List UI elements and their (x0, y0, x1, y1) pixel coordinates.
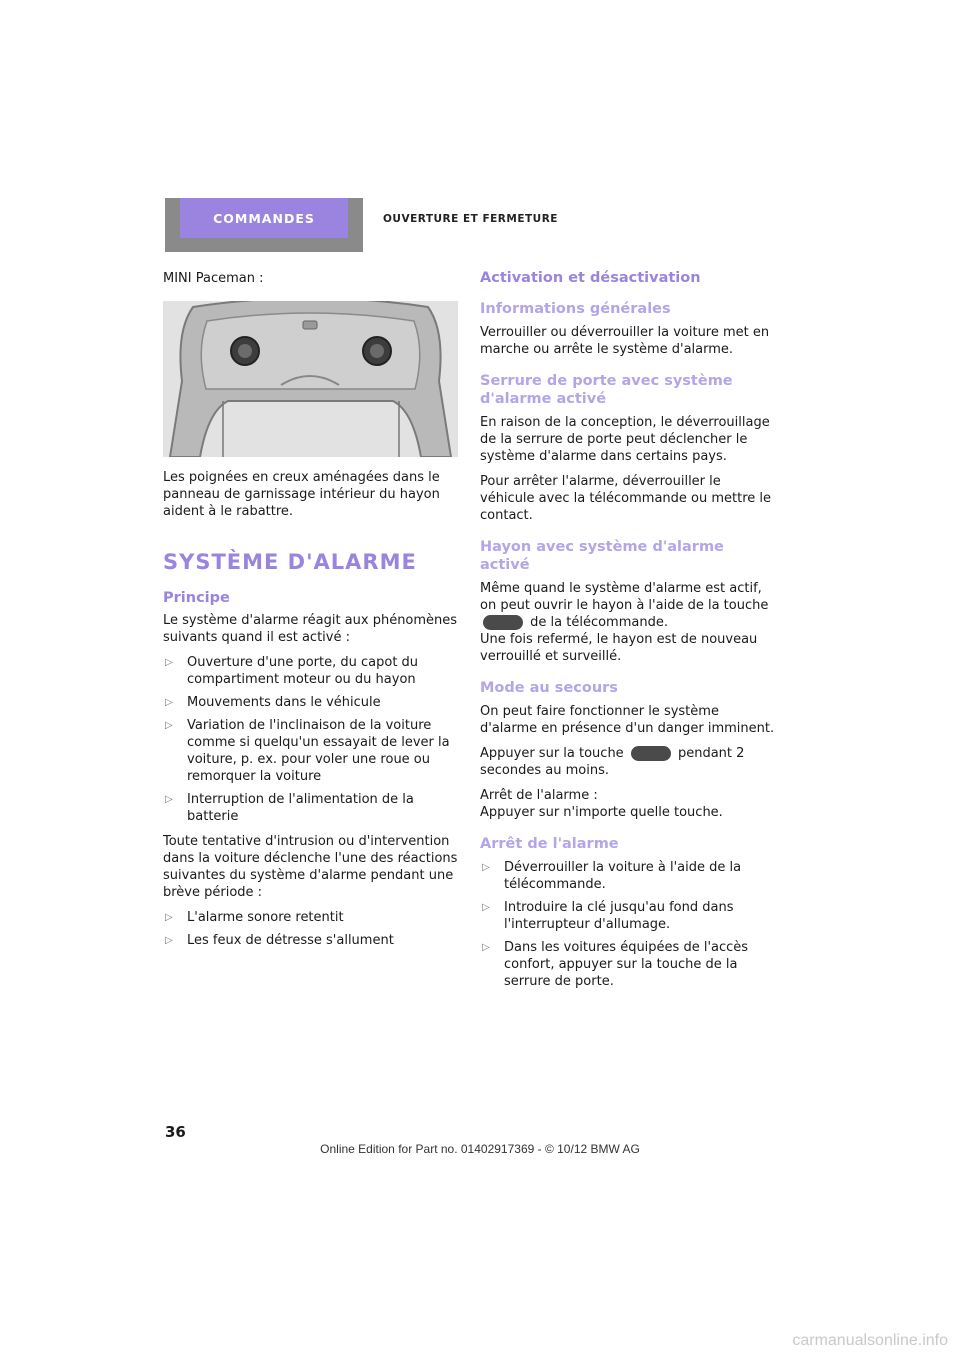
secours-text-1: On peut faire fonctionner le système d'alarme en présence d'un danger imminent. (480, 704, 775, 736)
section-title: OUVERTURE ET FERMETURE (383, 213, 558, 225)
left-column (163, 270, 459, 957)
info-heading: Informations générales (480, 301, 671, 317)
list-item: ▷ Introduire la clé jusqu'au fond dans l'interrupteur d'allumage. (480, 899, 776, 933)
secours-text-3 (480, 787, 776, 821)
tailgate-key-icon (483, 615, 523, 630)
list-item: ▷ Déverrouiller la voiture à l'aide de la télécommande. (480, 859, 776, 893)
serrure-heading: Serrure de porte avec système d'alarme activé (480, 373, 733, 407)
tailgate-interior-illustration (163, 301, 458, 457)
list-item: ▷ Dans les voitures équipées de l'accès confort, appuyer sur la touche de la serrure de porte. (480, 939, 776, 990)
figure-caption: Les poignées en creux aménagées dans le panneau de garnissage intérieur du hayon aident à le rabattre. (163, 470, 440, 519)
list-item: ▷ Ouverture d'une porte, du capot du compartiment moteur ou du hayon (163, 654, 459, 688)
arret-list (480, 859, 776, 990)
principe-heading: Principe (163, 590, 230, 606)
footer-edition: Online Edition for Part no. 01402917369 - © 10/12 BMW AG (320, 1142, 640, 1156)
secours-text-2a: Appuyer sur la touche (480, 746, 624, 761)
trigger-list (163, 654, 459, 825)
info-text: Verrouiller ou déverrouiller la voiture met en marche ou arrête le système d'alarme. (480, 325, 770, 357)
secours-text-3a: Arrêt de l'alarme : (480, 788, 598, 803)
watermark: carmanualsonline.info (792, 1332, 948, 1349)
alarm-system-title: SYSTÈME D'ALARME (163, 550, 417, 574)
hayon-text-b: de la télécommande. (530, 615, 668, 630)
reaction-list (163, 909, 459, 949)
right-column (480, 270, 776, 998)
model-label: MINI Paceman : (163, 271, 264, 286)
list-item: ▷ Les feux de détresse s'allument (163, 932, 459, 949)
list-item: ▷ Mouvements dans le véhicule (163, 694, 459, 711)
hayon-text-c: Une fois refermé, le hayon est de nouveau verrouillé et surveillé. (480, 632, 758, 664)
list-item: ▷ Interruption de l'alimentation de la batterie (163, 791, 459, 825)
tailgate-figure (163, 301, 458, 457)
secours-text-3b: Appuyer sur n'importe quelle touche. (480, 805, 723, 820)
list-item: ▷ Variation de l'inclinaison de la voiture comme si quelqu'un essayait de lever la voiture, p. ex. pour voler une roue ou remorquer la voiture (163, 717, 459, 785)
serrure-text-1: En raison de la conception, le déverrouillage de la serrure de porte peut déclencher le système d'alarme dans certains pays. (480, 415, 770, 464)
panic-key-icon (631, 746, 671, 761)
reaction-text: Toute tentative d'intrusion ou d'intervention dans la voiture déclenche l'une des réactions suivantes du système d'alarme pendant une brève période : (163, 834, 458, 900)
secours-text-2 (480, 745, 776, 779)
arret-heading: Arrêt de l'alarme (480, 836, 619, 852)
hayon-text (480, 580, 776, 665)
secours-heading: Mode au secours (480, 680, 618, 696)
page-number: 36 (165, 1123, 186, 1141)
list-item: ▷ L'alarme sonore retentit (163, 909, 459, 926)
principe-text: Le système d'alarme réagit aux phénomènes suivants quand il est activé : (163, 613, 458, 645)
hayon-heading: Hayon avec système d'alarme activé (480, 539, 724, 573)
hayon-text-a: Même quand le système d'alarme est actif, on peut ouvrir le hayon à l'aide de la touche (480, 581, 769, 613)
activation-heading: Activation et désactivation (480, 270, 701, 286)
secours-text-2b: pendant 2 secondes au moins. (480, 746, 745, 778)
chapter-label: COMMANDES (180, 198, 348, 238)
chapter-tab (165, 198, 363, 252)
serrure-text-2: Pour arrêter l'alarme, déverrouiller le véhicule avec la télécommande ou mettre le contact. (480, 474, 772, 523)
